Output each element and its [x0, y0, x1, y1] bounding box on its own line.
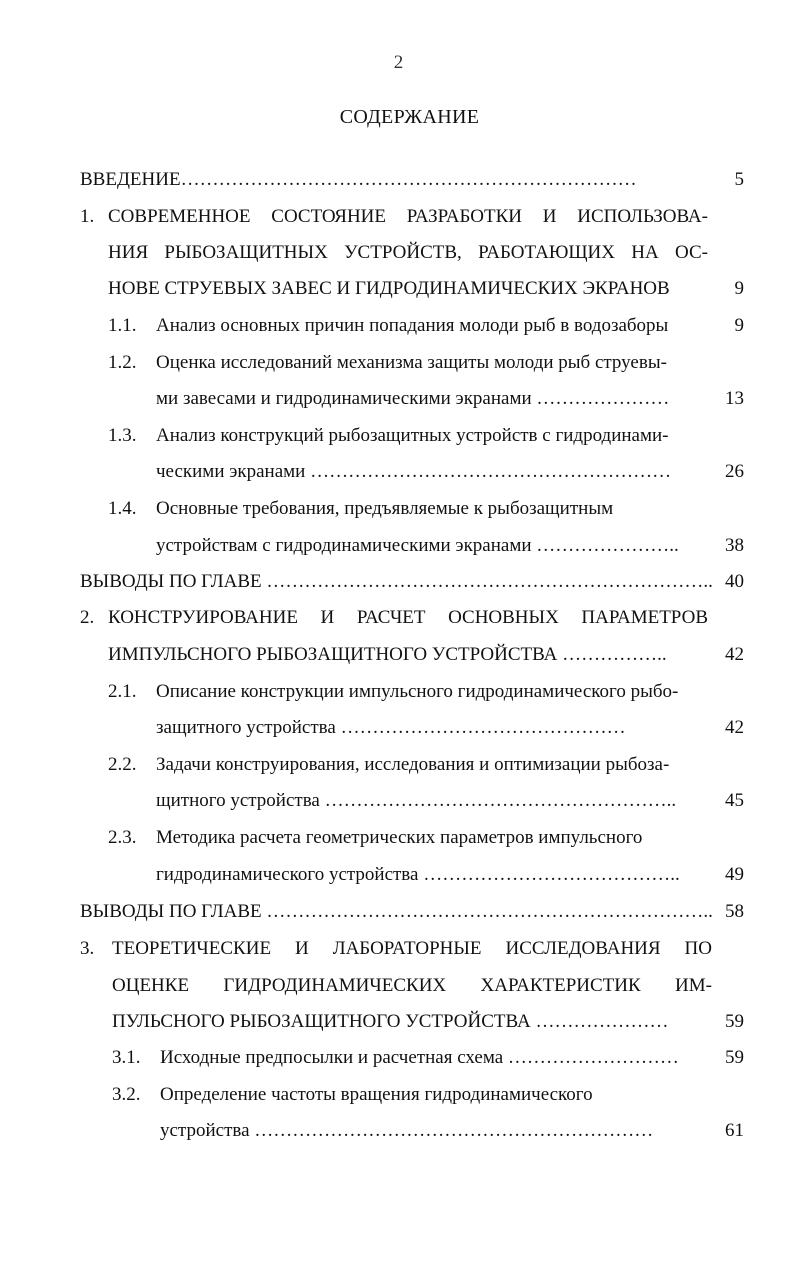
word: РАЗРАБОТКИ [406, 206, 523, 227]
leader-dots: ………………………………………………… [310, 461, 672, 482]
word: НА [631, 242, 659, 263]
page-ref: 9 [734, 315, 744, 336]
section-title-line-2 [156, 789, 676, 813]
page-ref: 58 [725, 901, 744, 922]
section-number: 2.1. [108, 681, 137, 702]
section-title-line-1: Описание конструкции импульсного гидродинамического рыбо- [156, 681, 679, 702]
section-number: 1.4. [108, 498, 137, 519]
section-title-line-1: Оценка исследований механизма защиты молоди рыб струевы- [156, 352, 667, 373]
section-title-line-2 [160, 1119, 653, 1143]
word: ХАРАКТЕРИСТИК [480, 975, 641, 996]
word: И [542, 206, 557, 227]
section-text: гидродинамического устройства [156, 864, 419, 885]
page-number: 2 [393, 52, 404, 73]
page-ref: 49 [725, 864, 744, 885]
chapter-1-line-3: НОВЕ СТРУЕВЫХ ЗАВЕС И ГИДРОДИНАМИЧЕСКИХ ЭКРАНОВ [108, 278, 670, 299]
section-number: 1.3. [108, 425, 137, 446]
word: УСТРОЙСТВ, [344, 242, 462, 263]
section-text: устройствам с гидродинамическими экранами [156, 535, 532, 556]
page-ref: 9 [734, 278, 744, 299]
word: СОСТОЯНИЕ [271, 206, 386, 227]
section-number: 3.1. [112, 1047, 141, 1068]
word: ТЕОРЕТИЧЕСКИЕ [112, 938, 272, 959]
toc-entry-intro [80, 168, 637, 192]
page-ref: 59 [725, 1011, 744, 1032]
chapter-1-line-1 [108, 205, 708, 229]
section-title: Анализ основных причин попадания молоди рыб в водозаборы [156, 315, 669, 336]
section-title-line-1: Определение частоты вращения гидродинамического [160, 1084, 593, 1105]
leader-dots: ……………………… [507, 1047, 679, 1068]
word: РАБОТАЮЩИХ [478, 242, 615, 263]
chapter-2-line-2 [108, 643, 667, 667]
word: ОСНОВНЫХ [448, 607, 559, 628]
page-ref: 59 [725, 1047, 744, 1068]
section-title-line-1: Анализ конструкций рыбозащитных устройств с гидродинами- [156, 425, 669, 446]
leader-dots: …………………………………………………………….. [266, 571, 713, 592]
chapter-3-line-1 [112, 937, 712, 961]
word: И [320, 607, 335, 628]
word: СОВРЕМЕННОЕ [108, 206, 251, 227]
page-ref: 42 [725, 644, 744, 665]
entry-text: ВЫВОДЫ ПО ГЛАВЕ [80, 901, 262, 922]
word: ОЦЕНКЕ [112, 975, 190, 996]
section-title [160, 1046, 679, 1070]
toc-entry-conclusions-1 [80, 570, 713, 594]
word: ЛАБОРАТОРНЫЕ [332, 938, 482, 959]
leader-dots: ……………………………………………………………… [180, 169, 637, 190]
leader-dots: ……………………………………… [340, 717, 626, 738]
chapter-number: 3. [80, 938, 95, 959]
section-number: 1.1. [108, 315, 137, 336]
leader-dots: …………………………………………………………….. [266, 901, 713, 922]
page-ref: 13 [725, 388, 744, 409]
section-title-line-1: Основные требования, предъявляемые к рыбозащитным [156, 498, 614, 519]
section-text: устройства [160, 1120, 250, 1141]
section-number: 2.2. [108, 754, 137, 775]
page-ref: 38 [725, 535, 744, 556]
page-ref: 26 [725, 461, 744, 482]
word: КОНСТРУИРОВАНИЕ [108, 607, 298, 628]
page-ref: 42 [725, 717, 744, 738]
chapter-1-line-2 [108, 241, 708, 265]
word: ГИДРОДИНАМИЧЕСКИХ [223, 975, 447, 996]
chapter-3-line-2 [112, 974, 712, 998]
section-title-line-2 [156, 863, 680, 887]
toc-title: СОДЕРЖАНИЕ [339, 106, 480, 128]
section-title-line-1: Методика расчета геометрических параметров импульсного [156, 827, 643, 848]
section-text: щитного устройства [156, 790, 320, 811]
section-title-line-2 [156, 460, 671, 484]
word: ПАРАМЕТРОВ [581, 607, 708, 628]
word: ОС- [675, 242, 708, 263]
section-title-line-1: Задачи конструирования, исследования и оптимизации рыбоза- [156, 754, 670, 775]
chapter-number: 1. [80, 206, 95, 227]
chapter-3-line-3 [112, 1010, 668, 1034]
chapter-2-line-1 [108, 606, 708, 630]
leader-dots: …………….. [562, 644, 667, 665]
page-ref: 45 [725, 790, 744, 811]
chapter-number: 2. [80, 607, 95, 628]
leader-dots: ………………….. [536, 535, 679, 556]
word: РАСЧЕТ [356, 607, 426, 628]
word: ИССЛЕДОВАНИЯ [505, 938, 661, 959]
entry-text: ВЫВОДЫ ПО ГЛАВЕ [80, 571, 262, 592]
word: РЫБОЗАЩИТНЫХ [164, 242, 328, 263]
chapter-text: ИМПУЛЬСНОГО РЫБОЗАЩИТНОГО УСТРОЙСТВА [108, 644, 558, 665]
chapter-text: ПУЛЬСНОГО РЫБОЗАЩИТНОГО УСТРОЙСТВА [112, 1011, 531, 1032]
leader-dots: ………………… [536, 388, 670, 409]
toc-entry-conclusions-2 [80, 900, 713, 924]
word: ИМ- [675, 975, 712, 996]
leader-dots: ………………………………….. [423, 864, 680, 885]
page-ref: 61 [725, 1120, 744, 1141]
word: И [295, 938, 309, 959]
section-number: 1.2. [108, 352, 137, 373]
word: НИЯ [108, 242, 149, 263]
section-text: ми завесами и гидродинамическими экранами [156, 388, 532, 409]
entry-text: ВВЕДЕНИЕ [80, 169, 181, 190]
page-ref: 5 [734, 169, 744, 190]
leader-dots: ……………………………………………….. [324, 790, 677, 811]
leader-dots: ………………… [535, 1011, 669, 1032]
section-text: ческими экранами [156, 461, 306, 482]
section-title-line-2 [156, 534, 679, 558]
section-number: 2.3. [108, 827, 137, 848]
section-title-line-2 [156, 387, 669, 411]
section-text: защитного устройства [156, 717, 336, 738]
word: ПО [684, 938, 712, 959]
leader-dots: ……………………………………………………… [254, 1120, 654, 1141]
page-ref: 40 [725, 571, 744, 592]
section-text: Исходные предпосылки и расчетная схема [160, 1047, 504, 1068]
section-title-line-2 [156, 716, 626, 740]
section-number: 3.2. [112, 1084, 141, 1105]
word: ИСПОЛЬЗОВА- [577, 206, 708, 227]
